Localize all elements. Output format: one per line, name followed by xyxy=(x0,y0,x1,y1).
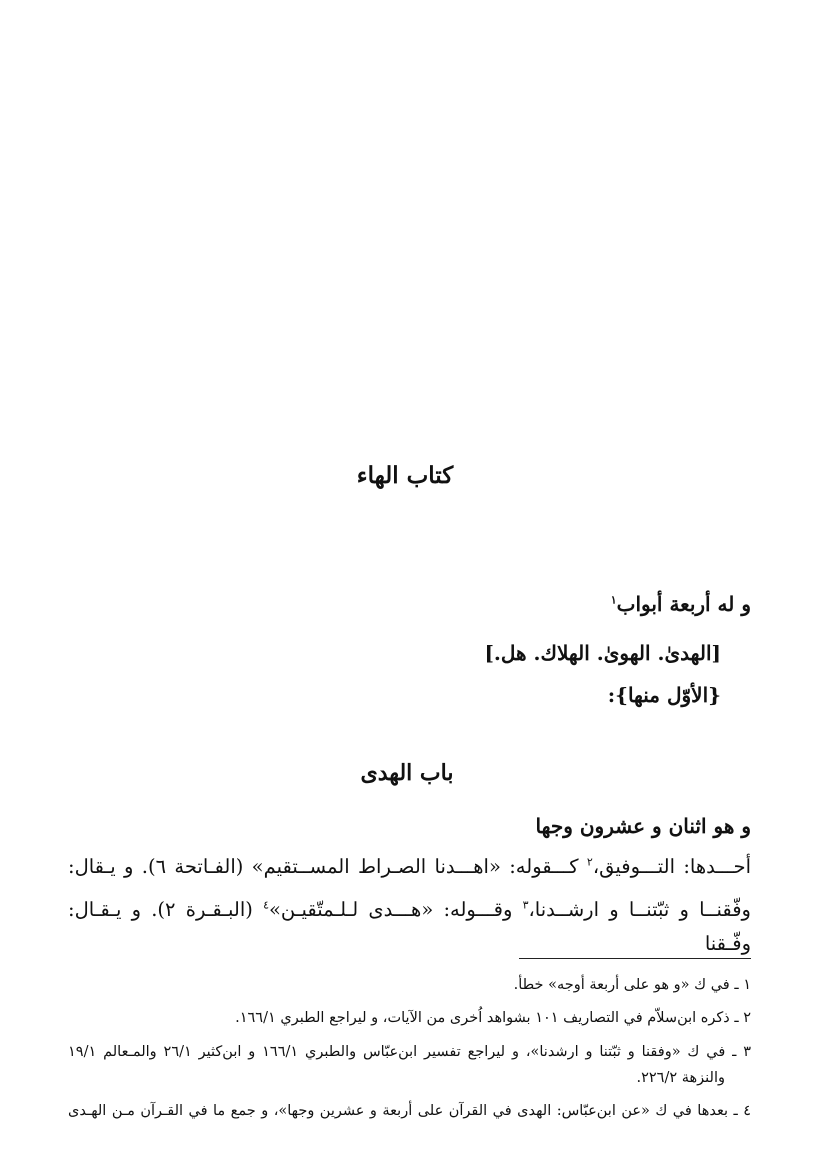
section-title: باب الهدى xyxy=(360,760,454,786)
footnote-ref-3: ٣ xyxy=(522,898,529,912)
body-line-2-part-a: وفّقنــا و ثبّتنــا و ارشــدنا، xyxy=(528,898,751,921)
footnote-3: ٣ ـ في ك «وفقنا و ثبّتنا و ارشدنا»، و ليراجع تفسير ابن‌عبّاس والطبري ١٦٦/١ و ابن‌كثير ٢٦/١ والمـعالم ١٩/١ xyxy=(68,1044,752,1060)
body-line-2 xyxy=(68,893,751,955)
chapters-heading-text: و له أربعة أبواب xyxy=(616,592,751,616)
body-line-1-part-b: كـــقوله: «اهـــدنا الصـراط المســتقيم» (الفـاتحة ٦). و يـقال: xyxy=(68,855,587,878)
body-line-1 xyxy=(68,850,751,884)
body-line-1-part-a: أحـــدها: التـــوفيق، xyxy=(592,855,751,878)
footnote-4: ٤ ـ بعدها في ك «عن ابن‌عبّاس: الهدى في القرآن على أربعة و عشرين وجها»، و جمع ما في القـرآن مـن الهـدى xyxy=(68,1103,751,1119)
footnote-3-continued: والنزهة ٢٢٦/٢. xyxy=(636,1070,725,1086)
footnote-ref-2: ٢ xyxy=(586,855,593,869)
footnote-2: ٢ ـ ذكره ابن‌سلاّم في التصاريف ١٠١ بشواهد اُخرى من الآيات، و ليراجع الطبري ١٦٦/١. xyxy=(235,1010,751,1026)
book-title: كتاب الهاء xyxy=(356,462,454,489)
first-of-them: {الأوّل منها}: xyxy=(607,683,721,707)
footnote-1: ١ ـ في ك «و هو على أربعة أوجه» خطأ. xyxy=(513,977,751,993)
body-line-2-part-c: (البـقـرة ٢). و يـقـال: وفّـقنا xyxy=(68,898,751,955)
section-subtitle: و هو اثنان و عشرون وجها xyxy=(535,814,751,838)
body-line-2-part-b: وقـــوله: «هـــدى لـلـمتّقيـن» xyxy=(268,898,523,921)
footnote-ref-4: ٤ xyxy=(263,898,269,912)
chapters-list: [الهدىٰ. الهوىٰ. الهلاك. هل.] xyxy=(484,641,721,665)
footnote-ref-1: ١ xyxy=(610,593,617,607)
footnote-divider xyxy=(519,958,751,959)
chapters-heading xyxy=(611,592,751,616)
